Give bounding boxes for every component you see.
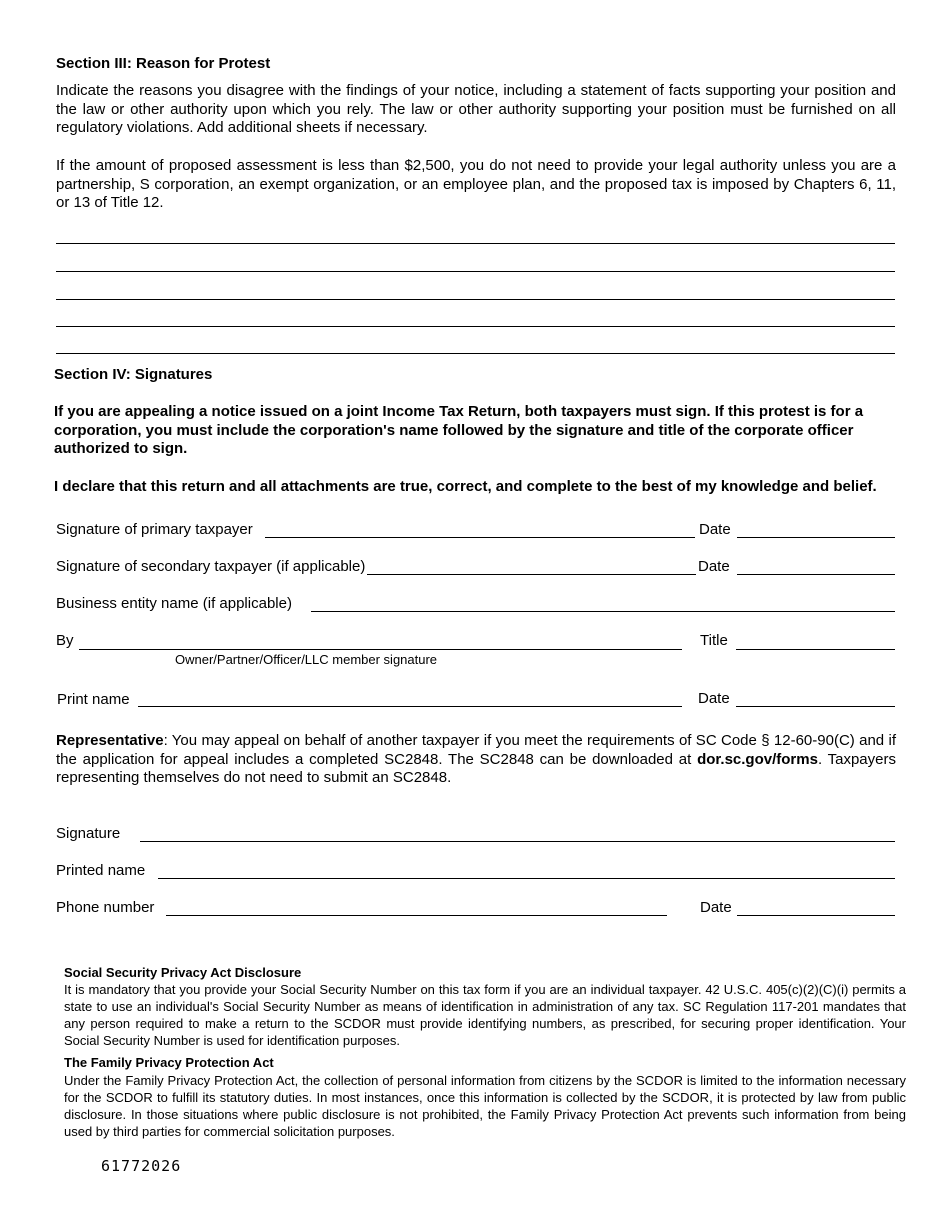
representative-text-end: . Taxpayers representing themselves do not need to submit an SC2848. (56, 750, 896, 786)
rep-printed-name-field[interactable] (158, 878, 895, 879)
secondary-date-field[interactable] (737, 574, 895, 575)
reason-line-3[interactable] (56, 299, 895, 300)
rep-signature-field[interactable] (140, 841, 895, 842)
section-3-threshold-note: If the amount of proposed assessment is less than $2,500, you do not need to provide your legal authority unless you are a partnership, S corporation, an exempt organization, or an employee plan, and the proposed tax is imposed by Chapters 6, 11, or 13 of Title 12. (56, 157, 896, 211)
print-name-date-field[interactable] (736, 706, 895, 707)
print-name-date-label: Date (698, 690, 730, 707)
representative-heading: Representative (56, 732, 164, 749)
rep-date-label: Date (700, 899, 732, 916)
secondary-signature-field[interactable] (367, 574, 696, 575)
representative-text: : You may appeal on behalf of another taxpayer if you meet the requirements of SC Code § 12-60-90(C) and if the application for appeal includes a completed SC2848. The SC2848 can be downloaded at (56, 732, 896, 768)
primary-date-field[interactable] (737, 537, 895, 538)
family-privacy-title: The Family Privacy Protection Act (64, 1055, 274, 1070)
section-3-instructions: Indicate the reasons you disagree with the findings of your notice, including a statement of facts supporting your position and the law or other authority upon which you rely. The law or other authority supporting your position must be furnished on all regulatory violations. Add additional sheets if necessary. (56, 82, 896, 136)
declaration: I declare that this return and all attachments are true, correct, and complete to the best of my knowledge and belief. (54, 478, 877, 495)
secondary-date-label: Date (698, 558, 730, 575)
section-4-title: Section IV: Signatures (54, 366, 213, 383)
officer-title-field[interactable] (736, 649, 895, 650)
rep-phone-field[interactable] (166, 915, 667, 916)
section-3-title: Section III: Reason for Protest (56, 55, 271, 72)
business-entity-label: Business entity name (if applicable) (56, 595, 292, 612)
forms-link[interactable]: dor.sc.gov/forms (697, 750, 818, 768)
reason-line-5[interactable] (56, 353, 895, 354)
business-entity-field[interactable] (311, 611, 895, 612)
secondary-signature-label: Signature of secondary taxpayer (if applicable) (56, 558, 366, 575)
reason-line-2[interactable] (56, 271, 895, 272)
reason-line-4[interactable] (56, 326, 895, 327)
by-label: By (56, 632, 74, 649)
ss-privacy-text: It is mandatory that you provide your Social Security Number on this tax form if you are an individual taxpayer. 42 U.S.C. 405(c)(2)(C)(i) permits a state to use an individual's Social Security Number as means of identification in administration of any tax. SC Regulation 117-201 mandates that any person required to make a return to the SCDOR must provide identifying numbers, as prescribed, for securing proper identification. Your Social Security Number is used for identification purposes. (64, 982, 906, 1048)
family-privacy-text: Under the Family Privacy Protection Act, the collection of personal information from citizens by the SCDOR is limited to the information necessary for the SCDOR to fulfill its statutory duties. In most instances, once this information is collected by the SCDOR, it is protected by law from public disclosure. In those situations where public disclosure is not prohibited, the Family Privacy Protection Act prevents such information from being used by third parties for commercial solicitation purposes. (64, 1073, 906, 1139)
rep-printed-name-label: Printed name (56, 862, 146, 879)
print-name-label: Print name (57, 691, 130, 708)
form-code: 61772026 (101, 1157, 182, 1175)
primary-signature-field[interactable] (265, 537, 695, 538)
officer-signature-caption: Owner/Partner/Officer/LLC member signature (175, 652, 438, 667)
rep-date-field[interactable] (737, 915, 895, 916)
officer-signature-field[interactable] (79, 649, 682, 650)
rep-phone-label: Phone number (56, 899, 155, 916)
representative-paragraph (56, 732, 896, 788)
primary-date-label: Date (699, 521, 731, 538)
print-name-field[interactable] (138, 706, 682, 707)
reason-line-1[interactable] (56, 243, 895, 244)
ss-privacy-title: Social Security Privacy Act Disclosure (64, 965, 302, 980)
joint-return-notice: If you are appealing a notice issued on a joint Income Tax Return, both taxpayers must sign. If this protest is for a corporation, you must include the corporation's name followed by the signature and title of the corporate officer authorized to sign. (54, 403, 864, 457)
primary-signature-label: Signature of primary taxpayer (56, 521, 253, 538)
rep-signature-label: Signature (56, 825, 121, 842)
title-label: Title (700, 632, 728, 649)
